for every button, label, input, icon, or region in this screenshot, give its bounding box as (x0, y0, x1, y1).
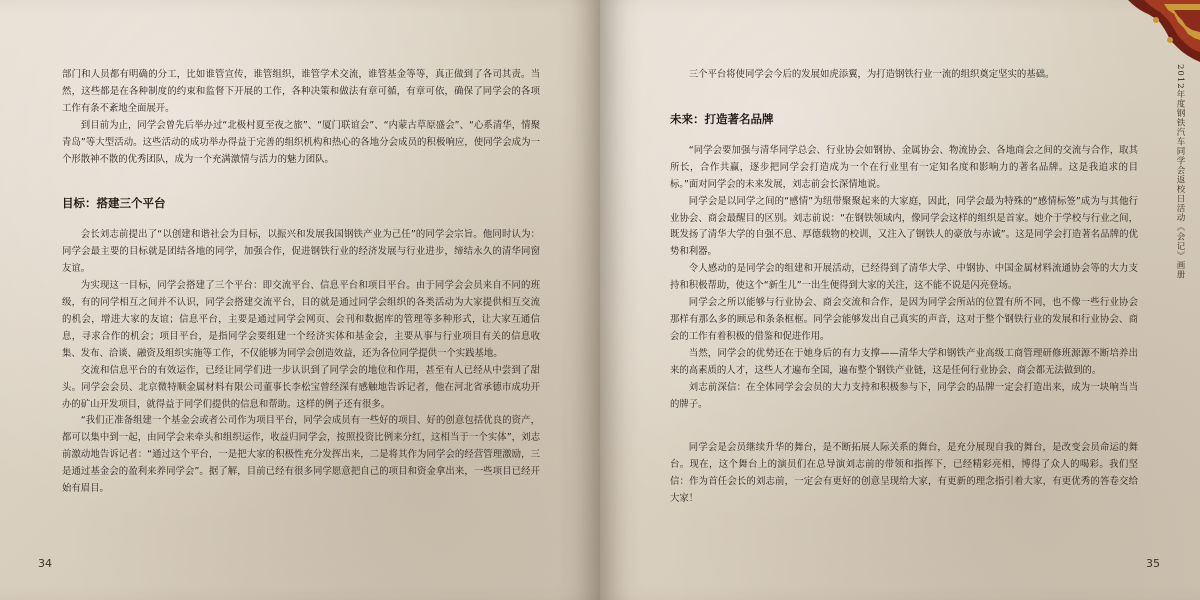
paragraph: 同学会是会员继续升华的舞台，是不断拓展人际关系的舞台，是充分展现自我的舞台，是改变会员命运的舞台。现在，这个舞台上的演员们在总导演刘志前的带领和指挥下，已经精彩亮相，博得了众人的喝彩。我们坚信：作为首任会长的刘志前，一定会有更好的创意呈现给大家，有更新的理念指引着大家，有更优秀的答卷交给大家！ (670, 442, 1138, 505)
paragraph: 部门和人员都有明确的分工，比如谁管宣传，谁管组织，谁管学术交流，谁管基金等等，真正做到了各司其责。当然，这些都是在各种制度的约束和监督下开展的工作，各种决策和做法有章可循，有章可依，确保了同学会的各项工作有条不紊地全面展开。 (62, 69, 540, 114)
section-heading: 未来：打造著名品牌 (670, 111, 774, 126)
paragraph: 交流和信息平台的有效运作，已经让同学们进一步认识到了同学会的地位和作用，甚至有人已经从中尝到了甜头。同学会会员、北京微特顺金属材料有限公司董事长李松宝曾经深有感触地告诉记者，他在河北省承德市成功开办的矿山开发项目，就得益于同学们提供的信息和帮助。这样的例子还有很多。 (62, 364, 540, 410)
paragraph: 同学会之所以能够与行业协会、商会交流和合作，是因为同学会所站的位置有所不同，也不像一些行业协会那样有那么多的顾忌和条条框框。同学会能够发出自己真实的声音，这对于整个钢铁行业的发展和行业协会、商会的工作有着积极的借鉴和促进作用。 (670, 297, 1138, 342)
page-number: 35 (1146, 557, 1160, 570)
page-number: 34 (38, 557, 52, 570)
section-heading: 目标：搭建三个平台 (62, 196, 166, 211)
paragraph: 同学会是以同学之间的“感情”为纽带聚聚起来的大家庭，因此，同学会最为特殊的“感情标签”成为与其他行业协会、商会最醒目的区别。刘志前说：“在钢铁领域内，像同学会这样的组织是首家。她介于学校与行业之间，既发扬了清华大学的自强不息、厚德载物的校训，又注入了钢铁人的豪放与赤诚”。这是同学会打造著名品牌的优势和利器。 (670, 195, 1138, 258)
paragraph: 令人感动的是同学会的组建和开展活动，已经得到了清华大学、中钢协、中国金属材料流通协会等的大力支持和积极帮助，使这个“新生儿”一出生便得到大家的关注，这不能不说是闪亮登场。 (670, 263, 1138, 292)
paragraph: “我们正准备组建一个基金会或者公司作为项目平台，同学会成员有一些好的项目、好的创意包括优良的资产，都可以集中到一起，由同学会来牵头和组织运作，收益归同学会，按照投资比例来分红，这相当于一个实体”，刘志前激动地告诉记者：“通过这个平台，一是把大家的积极性充分发挥出来，二是将其作为同学会的经营管理激励，三是通过基金会的盈利来养同学会”。据了解，目前已经有很多同学愿意把自己的项目和资金拿出来，一些项目已经开始有眉目。 (62, 415, 540, 495)
vertical-side-title: 2012年度钢铁汽车同学会返校日活动《会记》画册 (1175, 64, 1185, 280)
paragraph: 为实现这一目标，同学会搭建了三个平台：即交流平台、信息平台和项目平台。由于同学会会员来自不同的班级，有的同学相互之间并不认识，同学会搭建交流平台，目的就是通过同学会组织的各类活动为大家提供相互交流的机会，增进大家的友谊；信息平台，主要是通过同学会网页、会刊和数据库的管理等多种形式，让大家互通信息，寻求合作的机会；项目平台，是指同学会要组建一个经济实体和基金会，主要从事与行业项目有关的信息收集、发布、洽谈、融资及组织实施等工作，不仅能够为同学会创造效益，还为各位同学提供一个实践基地。 (62, 280, 540, 359)
paragraph: 刘志前深信：在全体同学会会员的大力支持和积极参与下，同学会的品牌一定会打造出来，成为一块响当当的牌子。 (670, 381, 1138, 410)
paragraph: 当然，同学会的优势还在于她身后的有力支撑——清华大学和钢铁产业高级工商管理研修班源源不断培养出来的高素质的人才，这些人才遍布全国，遍布整个钢铁产业链，这是任何行业协会、商会都无法做到的。 (670, 347, 1138, 376)
right-page (600, 0, 1200, 600)
paragraph: “同学会要加强与清华同学总会、行业协会如钢协、金属协会、物流协会、各地商会之间的交流与合作，取其所长，合作共赢，逐步把同学会打造成为一个在行业里有一定知名度和影响力的著名品牌。这是我追求的目标。”面对同学会的未来发展，刘志前会长深情地说。 (670, 144, 1138, 190)
right-page-text (670, 67, 1138, 508)
left-page-text (62, 67, 540, 498)
paragraph: 三个平台将使同学会今后的发展如虎添翼，为打造钢铁行业一流的组织奠定坚实的基础。 (688, 69, 1055, 80)
paragraph: 会长刘志前提出了“以创建和谐社会为目标，以振兴和发展我国钢铁产业为己任”的同学会宗旨。他同时认为：同学会最主要的目标就是团结各地的同学，加强合作，促进钢铁行业的经济发展与行业进步，缔结永久的清华同窗友谊。 (62, 229, 540, 275)
pagoda-roof-corner-icon (1108, 0, 1200, 62)
paragraph: 到目前为止，同学会曾先后举办过“北极村夏至夜之旅”、“厦门联谊会”、“内蒙古草原盛会”、“心系清华，情聚青岛”等大型活动。这些活动的成功举办得益于完善的组织机构和热心的各地分会成员的积极响应，使同学会成为一个形散神不散的优秀团队，成为一个充满激情与活力的魅力团队。 (62, 119, 540, 165)
